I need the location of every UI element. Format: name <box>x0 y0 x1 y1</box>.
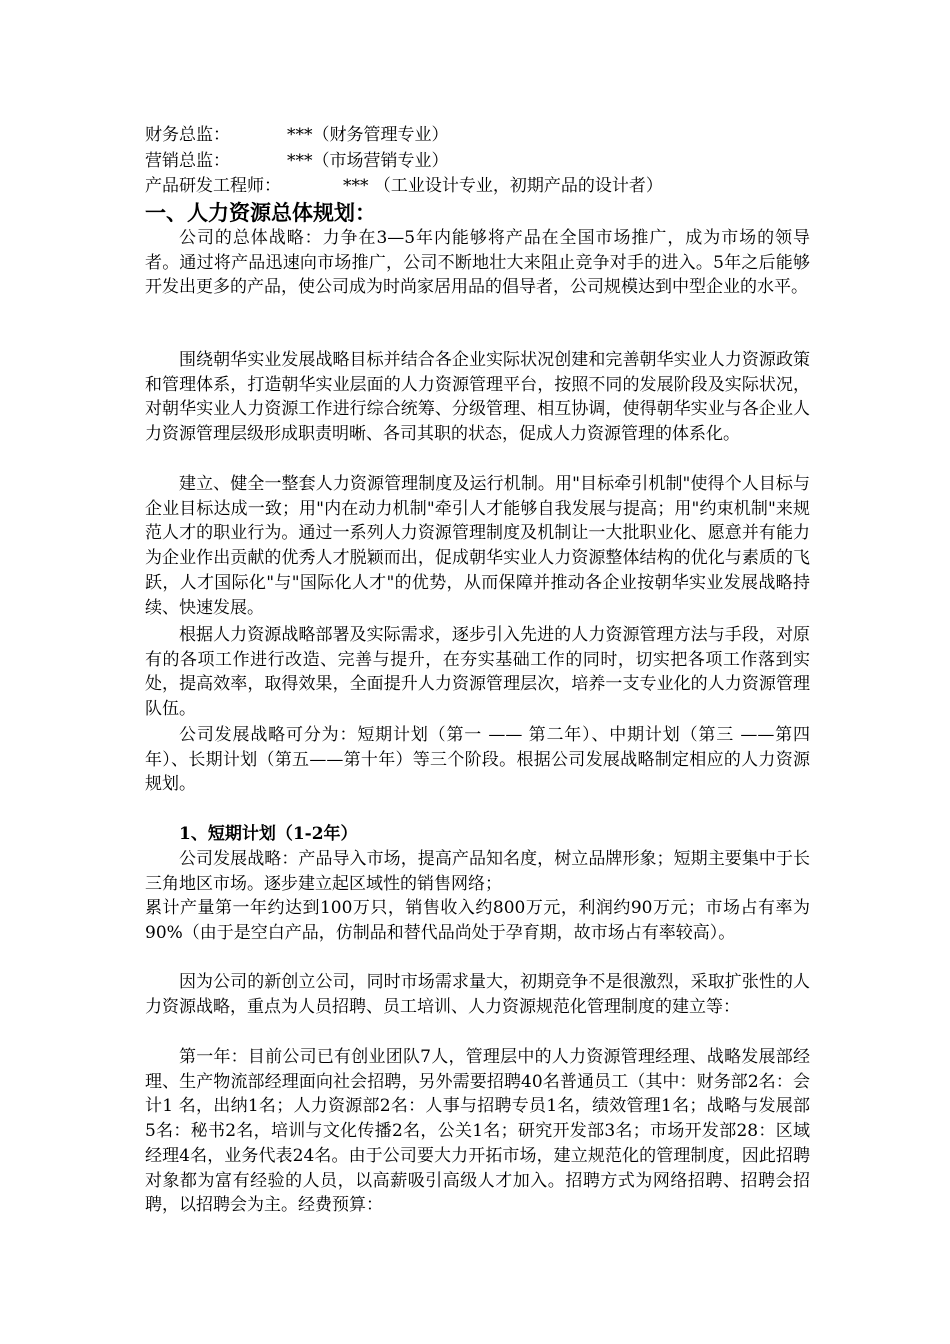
staff-role: 营销总监： <box>145 151 230 171</box>
paragraph-output-targets: 累计产量第一年约达到100万只，销售收入约800万元，利润约90万元；市场占有率为90%（由于是空白产品，仿制品和替代品尚处于孕育期，故市场占有率较高）。 <box>145 898 810 943</box>
paragraph-hr-methods: 根据人力资源战略部署及实际需求，逐步引入先进的人力资源管理方法与手段，对原有的各项工作进行改造、完善与提升，在夯实基础工作的同时，切实把各项工作落到实处，提高效率，取得效果，全面提升人力资源管理层次，培养一支专业化的人力资源管理队伍。 <box>145 625 810 720</box>
paragraph-short-term-strategy: 公司发展战略：产品导入市场，提高产品知名度，树立品牌形象；短期主要集中于长三角地区市场。逐步建立起区域性的销售网络； <box>145 849 810 894</box>
staff-person: ***（市场营销专业） <box>287 151 449 171</box>
staff-person: ***（财务管理专业） <box>287 125 449 145</box>
paragraph-overall-strategy: 公司的总体战略：力争在3—5年内能够将产品在全国市场推广，成为市场的领导者。通过将产品迅速向市场推广，公司不断地壮大来阻止竞争对手的进入。5年之后能够开发出更多的产品，使公司成为时尚家居用品的倡导者，公司规模达到中型企业的水平。 <box>145 228 810 298</box>
staff-role: 财务总监： <box>145 125 230 145</box>
paragraph-hr-mechanism: 建立、健全一整套人力资源管理制度及运行机制。用"目标牵引机制"使得个人目标与企业目标达成一致；用"内在动力机制"牵引人才能够自我发展与提高；用"约束机制"来规范人才的职业行为。通过一系列人力资源管理制度及机制让一大批职业化、愿意并有能力为企业作出贡献的优秀人才脱颖而出，促成朝华实业人力资源整体结构的优化与素质的飞跃，人才国际化"与"国际化人才"的优势，从而保障并推动各企业按朝华实业发展战略持续、快速发展。 <box>145 474 810 618</box>
paragraph-first-year-plan: 第一年：目前公司已有创业团队7人，管理层中的人力资源管理经理、战略发展部经理、生产物流部经理面向社会招聘，另外需要招聘40名普通员工（其中：财务部2名：会计1 名，出纳1名；人力资源部2名：人事与招聘专员1名，绩效管理1名；战略与发展部5名：秘书2名，培训与文化传播2名，公关1名；研究开发部3名；市场开发部28：区域经理4名，业务代表24名。由于公司要大力开拓市场，建立规范化的管理制度，因此招聘对象都为富有经验的人员，以高薪吸引高级人才加入。招聘方式为网络招聘、招聘会招聘，以招聘会为主。经费预算： <box>145 1047 810 1216</box>
paragraph-hr-system: 围绕朝华实业发展战略目标并结合各企业实际状况创建和完善朝华实业人力资源政策和管理体系，打造朝华实业层面的人力资源管理平台，按照不同的发展阶段及实际状况，对朝华实业人力资源工作进行综合统筹、分级管理、相互协调，使得朝华实业与各企业人力资源管理层级形成职责明晰、各司其职的状态，促成人力资源管理的体系化。 <box>145 350 810 445</box>
paragraph-hr-strategy: 因为公司的新创立公司，同时市场需求量大，初期竞争不是很激烈，采取扩张性的人力资源战略，重点为人员招聘、员工培训、人力资源规范化管理制度的建立等： <box>145 972 810 1017</box>
staff-person: *** （工业设计专业，初期产品的设计者） <box>343 176 663 196</box>
subsection-heading: 1、短期计划（1-2年） <box>179 824 358 844</box>
paragraph-development-stages: 公司发展战略可分为：短期计划（第一 —— 第二年）、中期计划（第三 ——第四年）、长期计划（第五——第十年）等三个阶段。根据公司发展战略制定相应的人力资源规划。 <box>145 725 810 795</box>
staff-role: 产品研发工程师： <box>145 176 281 196</box>
section-heading: 一、人力资源总体规划： <box>145 201 376 225</box>
